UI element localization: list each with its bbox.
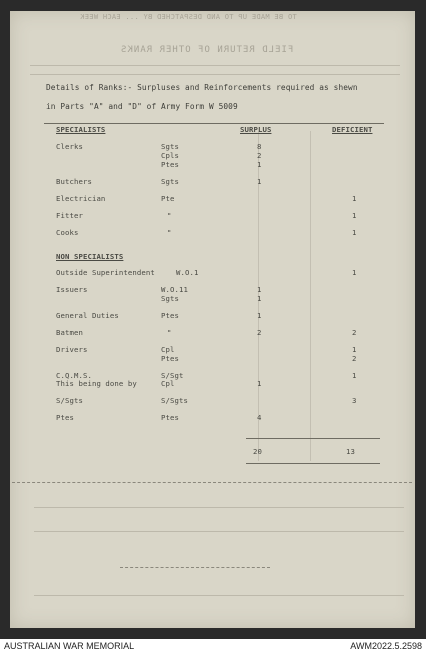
row-rank: W.O.1 <box>176 268 199 277</box>
row-name: Fitter <box>56 211 83 220</box>
row-rank: S/Sgts <box>161 396 188 405</box>
totals-rule-top <box>246 438 380 439</box>
deficient-value: 1 <box>352 268 357 277</box>
faint-line <box>30 65 400 66</box>
surplus-value: 1 <box>257 160 262 169</box>
surplus-value: 2 <box>257 151 262 160</box>
row-rank: Cpls <box>161 151 179 160</box>
row-rank: Ptes <box>161 311 179 320</box>
document-page <box>10 11 415 628</box>
row-rank: Ptes <box>161 413 179 422</box>
row-rank: Sgts <box>161 177 179 186</box>
row-rank: Cpl <box>161 379 175 388</box>
surplus-value: 1 <box>257 285 262 294</box>
row-name: Electrician <box>56 194 106 203</box>
deficient-value: 1 <box>352 194 357 203</box>
row-name: Batmen <box>56 328 83 337</box>
column-specialists: SPECIALISTS <box>56 125 106 134</box>
bleed-through-top-line: TO BE MADE UP TO AND DESPATCHED BY ... EACH WEEK <box>80 13 297 21</box>
row-name: Cooks <box>56 228 79 237</box>
faint-line <box>30 74 400 75</box>
deficient-value: 2 <box>352 328 357 337</box>
row-name: Ptes <box>56 413 74 422</box>
faint-line <box>34 531 404 532</box>
faint-column-line <box>310 131 311 461</box>
row-rank: Sgts <box>161 142 179 151</box>
row-rank: W.O.11 <box>161 285 188 294</box>
non-specialists-heading: NON SPECIALISTS <box>56 252 124 261</box>
row-name: S/Sgts <box>56 396 83 405</box>
surplus-value: 1 <box>257 294 262 303</box>
column-surplus: SURPLUS <box>240 125 272 134</box>
fold-line <box>12 482 412 483</box>
row-name: Drivers <box>56 345 88 354</box>
row-name: Outside Superintendent <box>56 268 155 277</box>
deficient-value: 3 <box>352 396 357 405</box>
archive-footer <box>0 639 426 653</box>
total-surplus: 20 <box>253 447 262 456</box>
total-deficient: 13 <box>346 447 355 456</box>
row-rank: " <box>167 228 172 237</box>
row-rank: Pte <box>161 194 175 203</box>
footer-accession-number: AWM2022.5.2598 <box>350 641 422 651</box>
row-rank: Cpl <box>161 345 175 354</box>
row-rank: Sgts <box>161 294 179 303</box>
row-rank: " <box>167 211 172 220</box>
surplus-value: 1 <box>257 379 262 388</box>
row-name: General Duties <box>56 311 119 320</box>
row-rank: Ptes <box>161 354 179 363</box>
row-name-continued: This being done by <box>56 379 137 388</box>
deficient-value: 1 <box>352 345 357 354</box>
row-rank: S/Sgt <box>161 371 184 380</box>
deficient-value: 1 <box>352 371 357 380</box>
header-line-2: in Parts "A" and "D" of Army Form W 5009 <box>46 102 238 111</box>
faint-line <box>34 507 404 508</box>
totals-rule-bottom <box>246 463 380 464</box>
surplus-value: 2 <box>257 328 262 337</box>
column-deficient: DEFICIENT <box>332 125 373 134</box>
row-name: Butchers <box>56 177 92 186</box>
faint-line <box>34 595 404 596</box>
row-rank: Ptes <box>161 160 179 169</box>
surplus-value: 8 <box>257 142 262 151</box>
row-name: Clerks <box>56 142 83 151</box>
header-line-1: Details of Ranks:- Surpluses and Reinforcements required as shewn <box>46 83 358 92</box>
deficient-value: 2 <box>352 354 357 363</box>
deficient-value: 1 <box>352 228 357 237</box>
row-name: Issuers <box>56 285 88 294</box>
bleed-through-title: FIELD RETURN OF OTHER RANKS <box>120 45 294 55</box>
deficient-value: 1 <box>352 211 357 220</box>
surplus-value: 1 <box>257 177 262 186</box>
header-rule <box>44 123 384 124</box>
surplus-value: 4 <box>257 413 262 422</box>
faint-dashed-line <box>120 567 270 568</box>
row-name: C.Q.M.S. <box>56 371 92 380</box>
footer-source: AUSTRALIAN WAR MEMORIAL <box>4 641 135 651</box>
surplus-value: 1 <box>257 311 262 320</box>
row-rank: " <box>167 328 172 337</box>
